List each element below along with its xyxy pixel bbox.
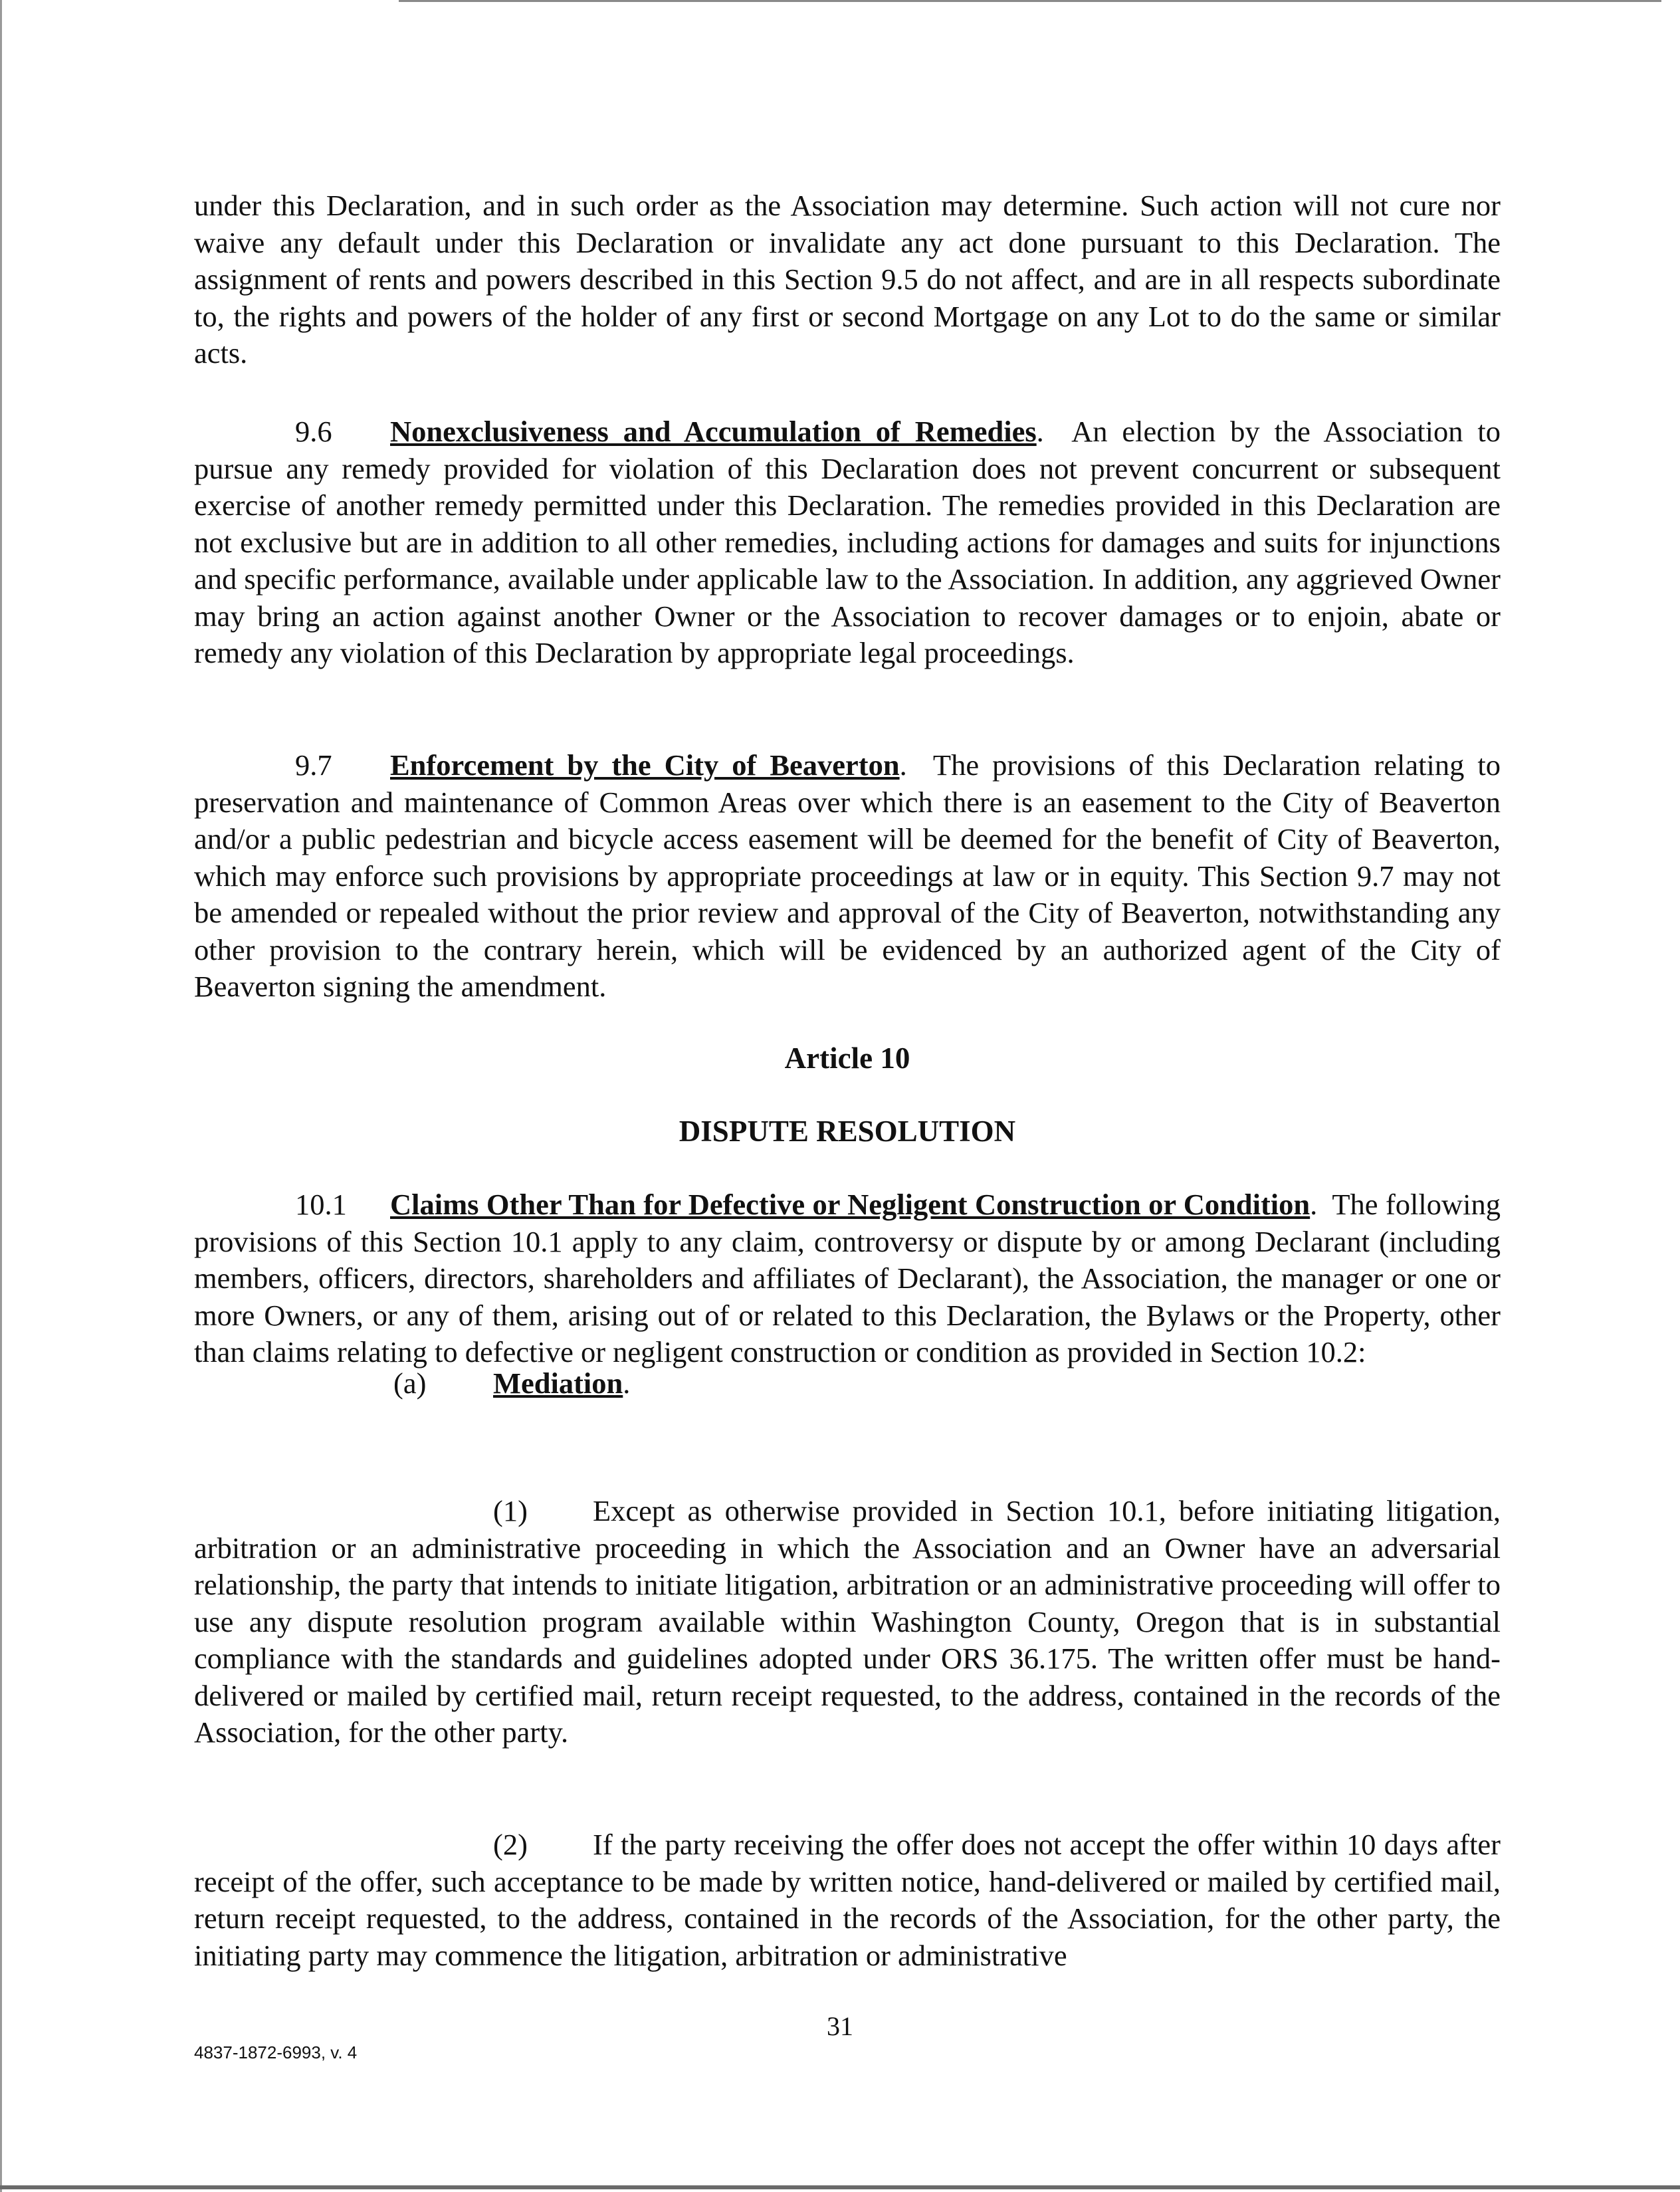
section-10-1-number: 10.1 <box>295 1188 347 1221</box>
scan-edge-left <box>0 0 2 2192</box>
item-2-marker: (2) <box>493 1828 528 1861</box>
section-9-6-body: An election by the Association to pursue any remedy provided for violation of this Declaration does not prevent concurrent or subsequent exercise of another remedy permitted under this Declaration. The remedies provided in this Declaration are not exclusive but are in addition to all other remedies, including actions for damages and suits for injunctions and specific performance, available under applicable law to the Association. In addition, any aggrieved Owner may bring an action against another Owner or the Association to recover damages or to enjoin, abate or remedy any violation of this Declaration by appropriate legal proceedings. <box>194 415 1501 669</box>
scan-edge-top <box>399 0 1661 2</box>
article-title: DISPUTE RESOLUTION <box>679 1115 1016 1148</box>
item-1-marker: (1) <box>493 1494 528 1527</box>
document-id: 4837-1872-6993, v. 4 <box>194 2042 358 2062</box>
item-1-body: Except as otherwise provided in Section 10.1, before initiating litigation, arbitration or an administrative proceeding in which the Association and an Owner have an adversarial relationship, the party that intends to initiate litigation, arbitration or an administrative proceeding will offer to use any dispute resolution program available within Washington County, Oregon that is in substantial compliance with the standards and guidelines adopted under ORS 36.175. The written offer must be hand-delivered or mailed by certified mail, return receipt requested, to the address, contained in the records of the Association, for the other party. <box>194 1494 1501 1749</box>
section-9-7-number: 9.7 <box>295 748 332 782</box>
scan-edge-bottom <box>0 2185 1680 2189</box>
paragraph-continuation: under this Declaration, and in such order as the Association may determine. Such action will not cure nor waive any default under this Declaration or invalidate any act done pursuant to this Declaration. The assignment of rents and powers described in this Section 9.5 do not affect, and are in all respects subordinate to, the rights and powers of the holder of any first or second Mortgage on any Lot to do the same or similar acts. <box>194 189 1501 370</box>
section-9-6-title: Nonexclusiveness and Accumulation of Remedies <box>390 415 1037 448</box>
item-2-body: If the party receiving the offer does not accept the offer within 10 days after receipt of the offer, such acceptance to be made by written notice, hand-delivered or mailed by certified mail, return receipt requested, to the address, contained in the records of the Association, for the other party, the initiating party may commence the litigation, arbitration or administrative <box>194 1828 1501 1972</box>
section-10-1-body: The following provisions of this Section 10.1 apply to any claim, controversy or dispute by or among Declarant (including members, officers, directors, shareholders and affiliates of Declarant), the Association, the manager or one or more Owners, or any of them, arising out of or related to this Declaration, the Bylaws or the Property, other than claims relating to defective or negligent construction or condition as provided in Section 10.2: <box>194 1188 1501 1369</box>
section-10-1: 10.1 Claims Other Than for Defective or Negligent Construction or Condition. The following provisions of this Section 10.1 apply to any claim, controversy or dispute by or among Declarant (including members, officers, directors, shareholders and affiliates of Declarant), the Association, the manager or one or more Owners, or any of them, arising out of or related to this Declaration, the Bylaws or the Property, other than claims relating to defective or negligent construction or condition as provided in Section 10.2: <box>194 1188 1501 1369</box>
item-2 <box>194 1826 1501 1974</box>
item-1 <box>194 1493 1501 1751</box>
section-9-7: 9.7 Enforcement by the City of Beaverton. The provisions of this Declaration relating to preservation and maintenance of Common Areas over which there is an easement to the City of Beaverton and/or a public pedestrian and bicycle access easement will be deemed for the benefit of City of Beaverton, which may enforce such provisions by appropriate proceedings at law or in equity. This Section 9.7 may not be amended or repealed without the prior review and approval of the City of Beaverton, notwithstanding any other provision to the contrary herein, which will be evidenced by an authorized agent of the City of Beaverton signing the amendment. <box>194 748 1501 1003</box>
subsection-a-title: Mediation <box>493 1367 623 1400</box>
section-9-6: 9.6 Nonexclusiveness and Accumulation of Remedies. An election by the Association to pursue any remedy provided for violation of this Declaration does not prevent concurrent or subsequent exercise of another remedy permitted under this Declaration. The remedies provided in this Declaration are not exclusive but are in addition to all other remedies, including actions for damages and suits for injunctions and specific performance, available under applicable law to the Association. In addition, any aggrieved Owner may bring an action against another Owner or the Association to recover damages or to enjoin, abate or remedy any violation of this Declaration by appropriate legal proceedings. <box>194 415 1501 669</box>
section-10-1-title: Claims Other Than for Defective or Negligent Construction or Condition <box>390 1188 1311 1221</box>
page-number: 31 <box>827 2011 853 2041</box>
section-9-6-number: 9.6 <box>295 415 332 448</box>
section-9-7-title: Enforcement by the City of Beaverton <box>390 748 900 782</box>
article-heading: Article 10 <box>784 1041 910 1075</box>
subsection-a-marker: (a) <box>393 1367 427 1400</box>
subsection-a: (a) Mediation. <box>194 1365 1501 1402</box>
section-9-7-body: The provisions of this Declaration relating to preservation and maintenance of Common Areas over which there is an easement to the City of Beaverton and/or a public pedestrian and bicycle access easement will be deemed for the benefit of City of Beaverton, which may enforce such provisions by appropriate proceedings at law or in equity. This Section 9.7 may not be amended or repealed without the prior review and approval of the City of Beaverton, notwithstanding any other provision to the contrary herein, which will be evidenced by an authorized agent of the City of Beaverton signing the amendment. <box>194 748 1501 1003</box>
